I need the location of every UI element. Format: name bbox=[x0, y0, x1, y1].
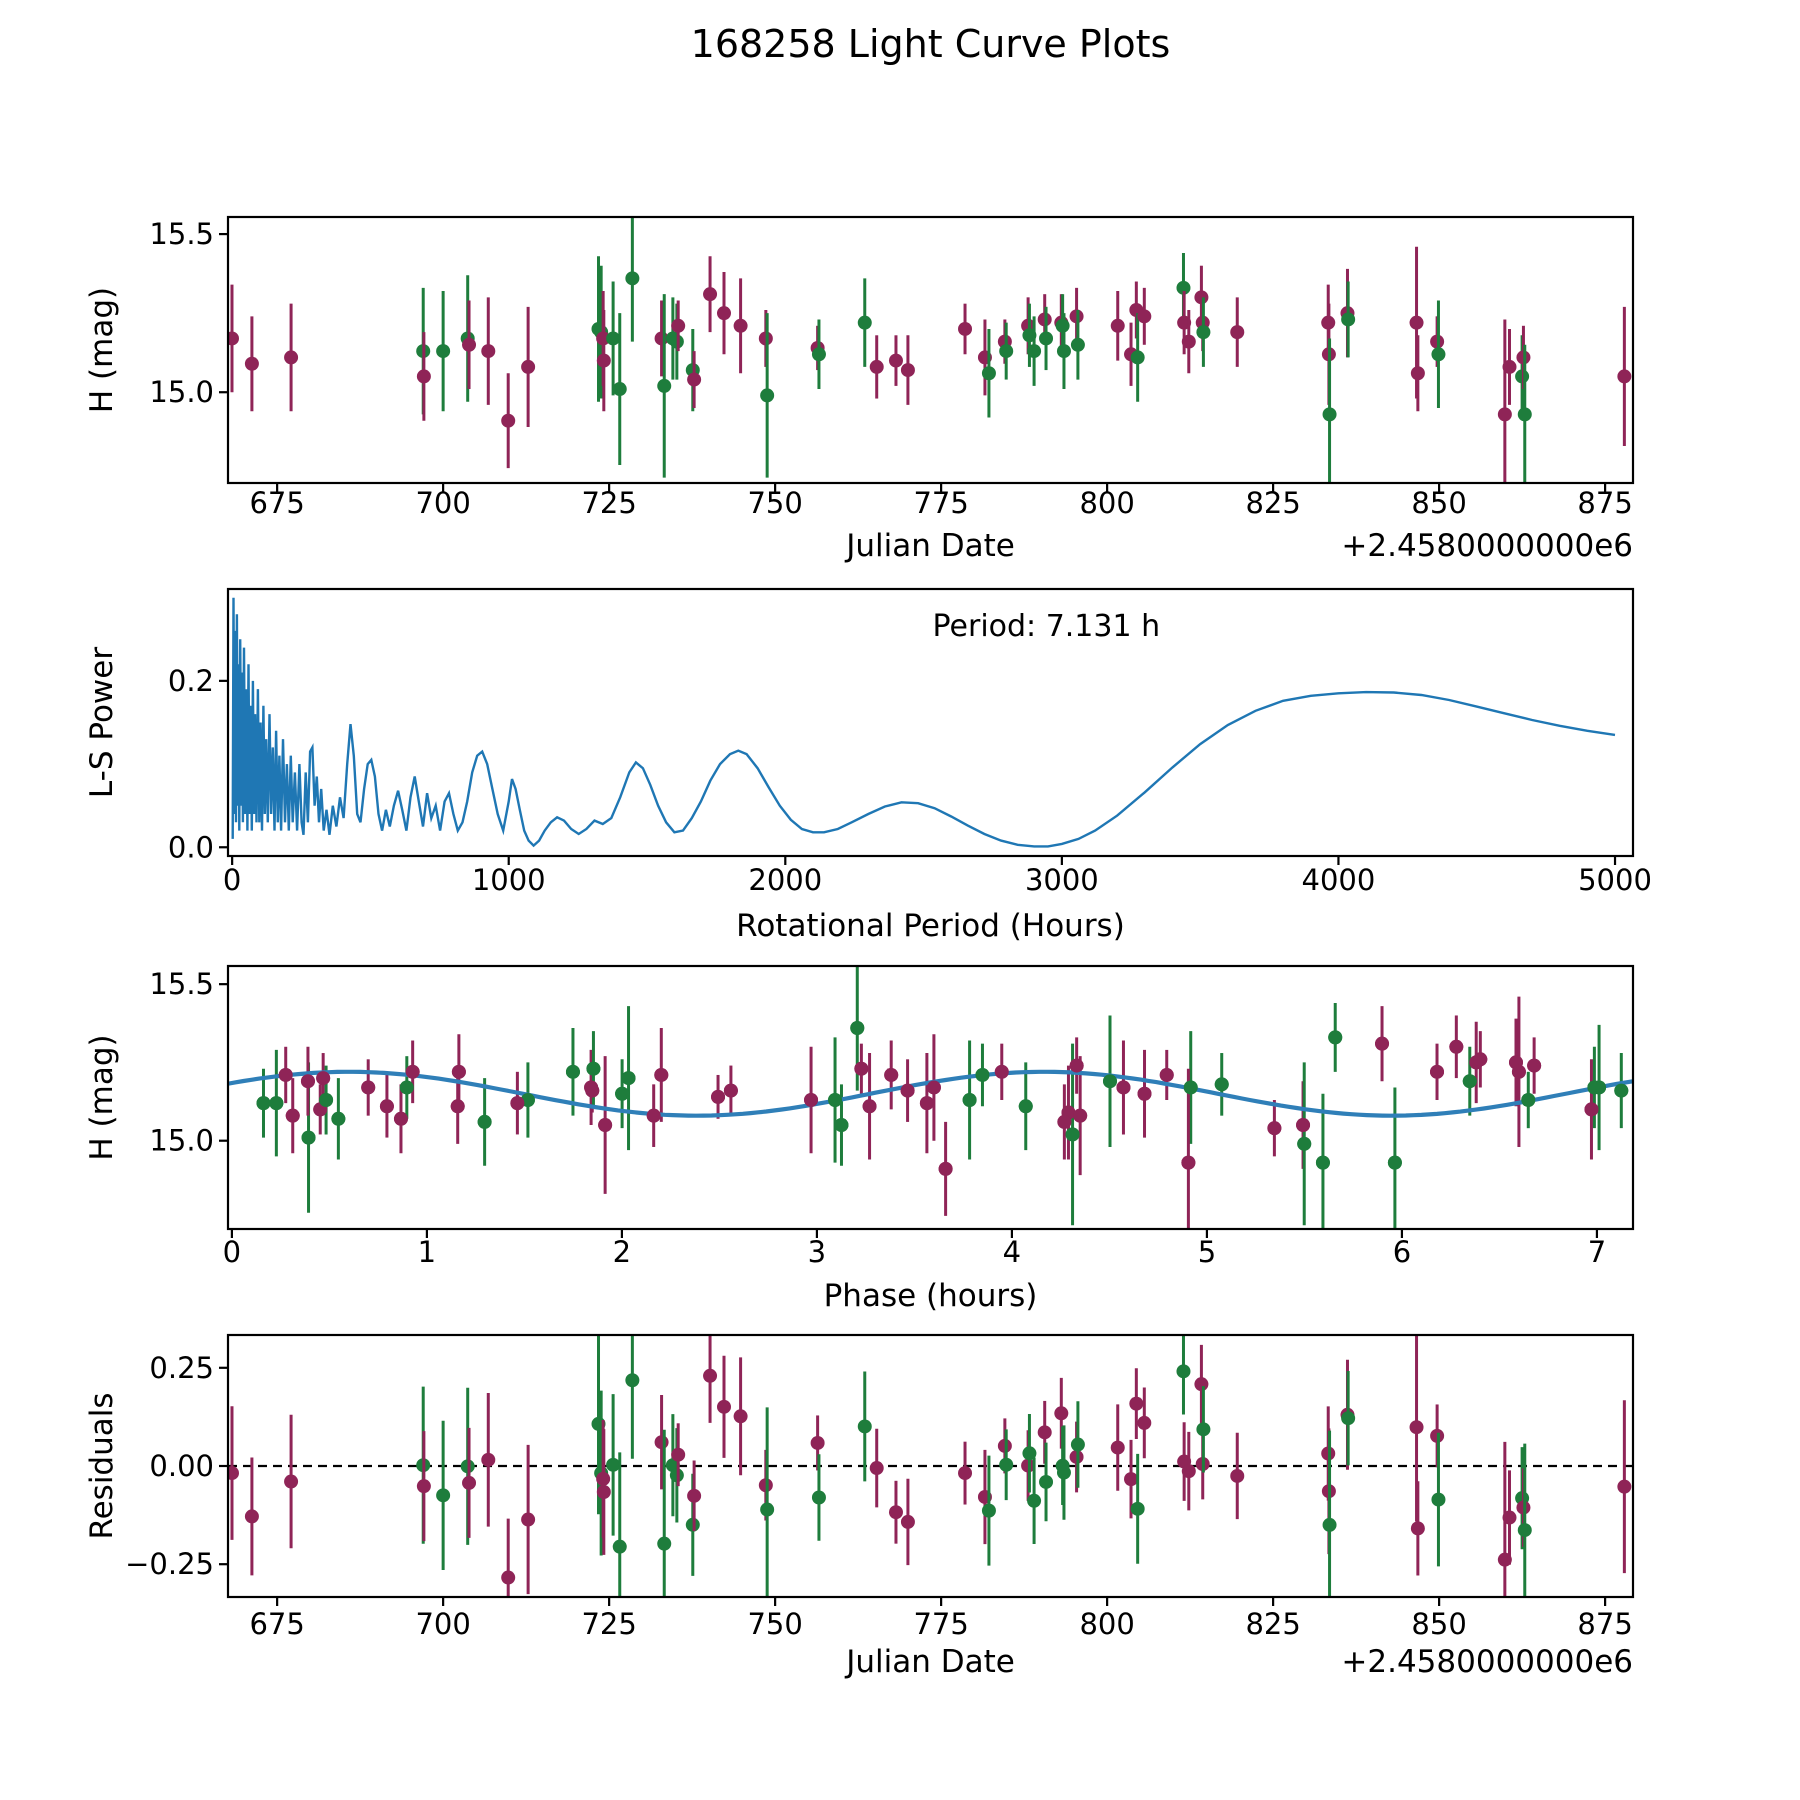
x-tick-label: 825 bbox=[1245, 1607, 1301, 1641]
data-point bbox=[734, 319, 748, 333]
data-point bbox=[1411, 366, 1425, 380]
data-point bbox=[1498, 407, 1512, 421]
data-point bbox=[854, 1062, 868, 1076]
data-point bbox=[1054, 1406, 1068, 1420]
data-point bbox=[245, 1509, 259, 1523]
data-point bbox=[717, 306, 731, 320]
x-tick-label: 875 bbox=[1577, 1607, 1633, 1641]
data-point bbox=[625, 1373, 639, 1387]
data-point bbox=[1316, 1156, 1330, 1170]
data-point bbox=[1230, 325, 1244, 339]
y-tick-label: 0.00 bbox=[149, 1449, 214, 1483]
data-point bbox=[889, 1505, 903, 1519]
data-point bbox=[1521, 1093, 1535, 1107]
x-tick-label: 800 bbox=[1079, 486, 1135, 520]
data-point bbox=[657, 1537, 671, 1551]
x-axis-label: Julian Date bbox=[846, 528, 1015, 564]
data-point bbox=[585, 1084, 599, 1098]
x-tick-label: 5 bbox=[1197, 1235, 1217, 1269]
data-point bbox=[1388, 1156, 1402, 1170]
data-point bbox=[1057, 344, 1071, 358]
data-point bbox=[1124, 1472, 1138, 1486]
data-point bbox=[1323, 407, 1337, 421]
data-point bbox=[884, 1068, 898, 1082]
data-point bbox=[1512, 1065, 1526, 1079]
data-point bbox=[1131, 1502, 1145, 1516]
data-point bbox=[380, 1099, 394, 1113]
data-point bbox=[1138, 1087, 1152, 1101]
x-tick-label: 875 bbox=[1577, 486, 1633, 520]
y-tick-label: 15.5 bbox=[149, 217, 214, 252]
data-point bbox=[1518, 1523, 1532, 1537]
x-tick-label: 7 bbox=[1587, 1235, 1607, 1269]
data-point bbox=[316, 1071, 330, 1085]
data-point bbox=[319, 1093, 333, 1107]
data-point bbox=[812, 1491, 826, 1505]
data-point bbox=[982, 366, 996, 380]
data-point bbox=[1502, 360, 1516, 374]
data-point bbox=[478, 1115, 492, 1129]
data-point bbox=[625, 271, 639, 285]
data-point bbox=[975, 1068, 989, 1082]
data-point bbox=[717, 1400, 731, 1414]
figure-title: 168258 Light Curve Plots bbox=[690, 22, 1171, 66]
data-point bbox=[654, 1068, 668, 1082]
x-tick-label: 725 bbox=[581, 1607, 637, 1641]
data-point bbox=[1111, 1441, 1125, 1455]
y-axis-label: H (mag) bbox=[84, 1034, 120, 1161]
data-point bbox=[760, 388, 774, 402]
data-point bbox=[597, 1485, 611, 1499]
x-tick-label: 1000 bbox=[471, 863, 546, 897]
y-tick-label: 15.0 bbox=[149, 1123, 214, 1158]
axes-spines bbox=[228, 589, 1633, 856]
x-tick-label: 850 bbox=[1411, 1607, 1467, 1641]
data-point bbox=[927, 1080, 941, 1094]
data-point bbox=[269, 1096, 283, 1110]
data-point bbox=[510, 1096, 524, 1110]
data-point bbox=[1137, 1416, 1151, 1430]
data-point bbox=[1184, 1080, 1198, 1094]
data-point bbox=[1071, 1438, 1085, 1452]
data-point bbox=[1194, 1377, 1208, 1391]
data-point bbox=[1527, 1059, 1541, 1073]
data-point bbox=[1617, 1480, 1631, 1494]
x-tick-label: 3 bbox=[807, 1235, 827, 1269]
data-point bbox=[982, 1504, 996, 1518]
data-point bbox=[462, 338, 476, 352]
data-point bbox=[566, 1065, 580, 1079]
x-tick-label: 4 bbox=[1002, 1235, 1022, 1269]
y-tick-label: 0.0 bbox=[167, 830, 214, 865]
data-point bbox=[1196, 325, 1210, 339]
panel-light_curve bbox=[84, 215, 1633, 564]
x-tick-label: 0 bbox=[222, 1235, 242, 1269]
data-point bbox=[1502, 1511, 1516, 1525]
data-point bbox=[1111, 319, 1125, 333]
data-point bbox=[1176, 1364, 1190, 1378]
x-tick-label: 0 bbox=[222, 863, 242, 897]
x-tick-label: 750 bbox=[747, 1607, 803, 1641]
panel-content-phase bbox=[228, 965, 1632, 1256]
data-point bbox=[1431, 347, 1445, 361]
data-point bbox=[521, 360, 535, 374]
data-point bbox=[1411, 1521, 1425, 1535]
data-point bbox=[1584, 1102, 1598, 1116]
y-tick-label: 0.25 bbox=[149, 1350, 214, 1385]
x-axis-offset-label: +2.4580000000e6 bbox=[1341, 1644, 1633, 1680]
data-point bbox=[481, 344, 495, 358]
data-point bbox=[901, 363, 915, 377]
data-point bbox=[1027, 1494, 1041, 1508]
data-point bbox=[481, 1453, 495, 1467]
data-point bbox=[1160, 1068, 1174, 1082]
data-point bbox=[615, 1087, 629, 1101]
data-point bbox=[1057, 1466, 1071, 1480]
data-point bbox=[734, 1409, 748, 1423]
data-point bbox=[1039, 1475, 1053, 1489]
x-tick-label: 2 bbox=[612, 1235, 632, 1269]
data-point bbox=[999, 1458, 1013, 1472]
data-point bbox=[1103, 1074, 1117, 1088]
data-point bbox=[417, 1479, 431, 1493]
data-point bbox=[1057, 1115, 1071, 1129]
data-point bbox=[671, 1448, 685, 1462]
data-point bbox=[521, 1513, 535, 1527]
data-point bbox=[436, 344, 450, 358]
data-point bbox=[452, 1065, 466, 1079]
data-point bbox=[501, 1571, 515, 1585]
y-tick-label: 0.2 bbox=[167, 663, 214, 698]
data-point bbox=[279, 1068, 293, 1082]
data-point bbox=[1341, 312, 1355, 326]
data-point bbox=[1323, 1518, 1337, 1532]
data-point bbox=[703, 287, 717, 301]
data-point bbox=[613, 1540, 627, 1554]
data-point bbox=[1073, 1109, 1087, 1123]
data-point bbox=[1375, 1037, 1389, 1051]
data-point bbox=[657, 379, 671, 393]
data-point bbox=[671, 319, 685, 333]
data-point bbox=[1039, 331, 1053, 345]
x-tick-label: 675 bbox=[249, 1607, 305, 1641]
data-point bbox=[284, 1475, 298, 1489]
data-point bbox=[901, 1515, 915, 1529]
data-point bbox=[724, 1084, 738, 1098]
data-point bbox=[1473, 1052, 1487, 1066]
data-point bbox=[1215, 1077, 1229, 1091]
data-point bbox=[301, 1074, 315, 1088]
data-point bbox=[958, 1466, 972, 1480]
data-point bbox=[1297, 1137, 1311, 1151]
data-point bbox=[462, 1476, 476, 1490]
data-point bbox=[284, 350, 298, 364]
data-point bbox=[406, 1065, 420, 1079]
data-point bbox=[1614, 1084, 1628, 1098]
x-tick-label: 3000 bbox=[1024, 863, 1099, 897]
data-point bbox=[1070, 1059, 1084, 1073]
data-point bbox=[1587, 1080, 1601, 1094]
data-point bbox=[647, 1109, 661, 1123]
x-tick-label: 1 bbox=[417, 1235, 437, 1269]
x-axis-label: Julian Date bbox=[846, 1644, 1015, 1680]
x-axis-label: Phase (hours) bbox=[823, 1278, 1038, 1314]
data-point bbox=[1267, 1121, 1281, 1135]
data-point bbox=[1431, 1493, 1445, 1507]
data-point bbox=[1066, 1127, 1080, 1141]
x-tick-label: 6 bbox=[1392, 1235, 1412, 1269]
data-point bbox=[331, 1112, 345, 1126]
data-point bbox=[606, 331, 620, 345]
panel-content-light_curve bbox=[225, 215, 1631, 509]
data-point bbox=[1328, 1030, 1342, 1044]
data-point bbox=[1196, 1422, 1210, 1436]
data-point bbox=[655, 1435, 669, 1449]
periodogram-curve bbox=[233, 598, 1615, 847]
panel-phase bbox=[84, 965, 1633, 1314]
panel-periodogram bbox=[84, 589, 1652, 944]
data-point bbox=[1617, 369, 1631, 383]
data-point bbox=[613, 382, 627, 396]
data-point bbox=[501, 414, 515, 428]
x-axis-label: Rotational Period (Hours) bbox=[736, 908, 1125, 944]
data-point bbox=[1019, 1099, 1033, 1113]
data-point bbox=[999, 344, 1013, 358]
data-point bbox=[1181, 1156, 1195, 1170]
y-tick-label: −0.25 bbox=[125, 1547, 214, 1582]
data-point bbox=[1027, 344, 1041, 358]
data-point bbox=[889, 354, 903, 368]
data-point bbox=[1071, 338, 1085, 352]
data-point bbox=[286, 1109, 300, 1123]
x-tick-label: 5000 bbox=[1578, 863, 1652, 897]
data-point bbox=[394, 1112, 408, 1126]
y-tick-label: 15.5 bbox=[149, 967, 214, 1002]
data-point bbox=[1518, 407, 1532, 421]
period-annotation: Period: 7.131 h bbox=[932, 609, 1161, 644]
x-tick-label: 700 bbox=[415, 1607, 471, 1641]
data-point bbox=[1463, 1074, 1477, 1088]
data-point bbox=[834, 1118, 848, 1132]
panel-content-periodogram bbox=[233, 598, 1615, 847]
data-point bbox=[687, 1489, 701, 1503]
x-tick-label: 850 bbox=[1411, 486, 1467, 520]
data-point bbox=[606, 1458, 620, 1472]
data-point bbox=[598, 1118, 612, 1132]
x-tick-label: 700 bbox=[415, 486, 471, 520]
data-point bbox=[804, 1093, 818, 1107]
data-point bbox=[1449, 1040, 1463, 1054]
data-point bbox=[256, 1096, 270, 1110]
data-point bbox=[1430, 1065, 1444, 1079]
y-axis-label: Residuals bbox=[84, 1392, 120, 1540]
data-point bbox=[711, 1090, 725, 1104]
x-tick-label: 800 bbox=[1079, 1607, 1135, 1641]
data-point bbox=[400, 1080, 414, 1094]
data-point bbox=[1341, 1411, 1355, 1425]
data-point bbox=[760, 1503, 774, 1517]
data-point bbox=[811, 1436, 825, 1450]
data-point bbox=[302, 1131, 316, 1145]
data-point bbox=[939, 1162, 953, 1176]
data-point bbox=[1296, 1118, 1310, 1132]
data-point bbox=[1182, 1464, 1196, 1478]
data-point bbox=[436, 1488, 450, 1502]
data-point bbox=[1038, 1425, 1052, 1439]
panel-residuals bbox=[84, 1302, 1633, 1680]
data-point bbox=[417, 369, 431, 383]
data-point bbox=[1137, 309, 1151, 323]
data-point bbox=[703, 1369, 717, 1383]
data-point bbox=[858, 316, 872, 330]
data-point bbox=[622, 1071, 636, 1085]
data-point bbox=[361, 1080, 375, 1094]
y-axis-label: H (mag) bbox=[84, 286, 120, 414]
x-tick-label: 775 bbox=[913, 486, 969, 520]
data-point bbox=[958, 322, 972, 336]
data-point bbox=[1230, 1469, 1244, 1483]
data-point bbox=[597, 354, 611, 368]
data-point bbox=[586, 1062, 600, 1076]
data-point bbox=[451, 1099, 465, 1113]
data-point bbox=[850, 1021, 864, 1035]
data-point bbox=[1129, 1397, 1143, 1411]
x-tick-label: 4000 bbox=[1301, 863, 1376, 897]
data-point bbox=[1182, 335, 1196, 349]
data-point bbox=[963, 1093, 977, 1107]
data-point bbox=[870, 360, 884, 374]
data-point bbox=[1410, 1420, 1424, 1434]
x-tick-label: 750 bbox=[747, 486, 803, 520]
data-point bbox=[1410, 316, 1424, 330]
data-point bbox=[828, 1093, 842, 1107]
data-point bbox=[901, 1084, 915, 1098]
x-tick-label: 825 bbox=[1245, 486, 1301, 520]
data-point bbox=[1116, 1080, 1130, 1094]
y-axis-label: L-S Power bbox=[84, 646, 120, 799]
data-point bbox=[858, 1419, 872, 1433]
y-tick-label: 15.0 bbox=[149, 375, 214, 410]
data-point bbox=[812, 347, 826, 361]
x-tick-label: 775 bbox=[913, 1607, 969, 1641]
data-point bbox=[870, 1461, 884, 1475]
data-point bbox=[245, 357, 259, 371]
data-point bbox=[920, 1096, 934, 1110]
data-point bbox=[995, 1065, 1009, 1079]
data-point bbox=[863, 1099, 877, 1113]
x-tick-label: 2000 bbox=[748, 863, 823, 897]
data-point bbox=[1131, 350, 1145, 364]
x-tick-label: 675 bbox=[249, 486, 305, 520]
x-tick-label: 725 bbox=[581, 486, 637, 520]
x-axis-offset-label: +2.4580000000e6 bbox=[1341, 528, 1633, 564]
data-point bbox=[687, 373, 701, 387]
